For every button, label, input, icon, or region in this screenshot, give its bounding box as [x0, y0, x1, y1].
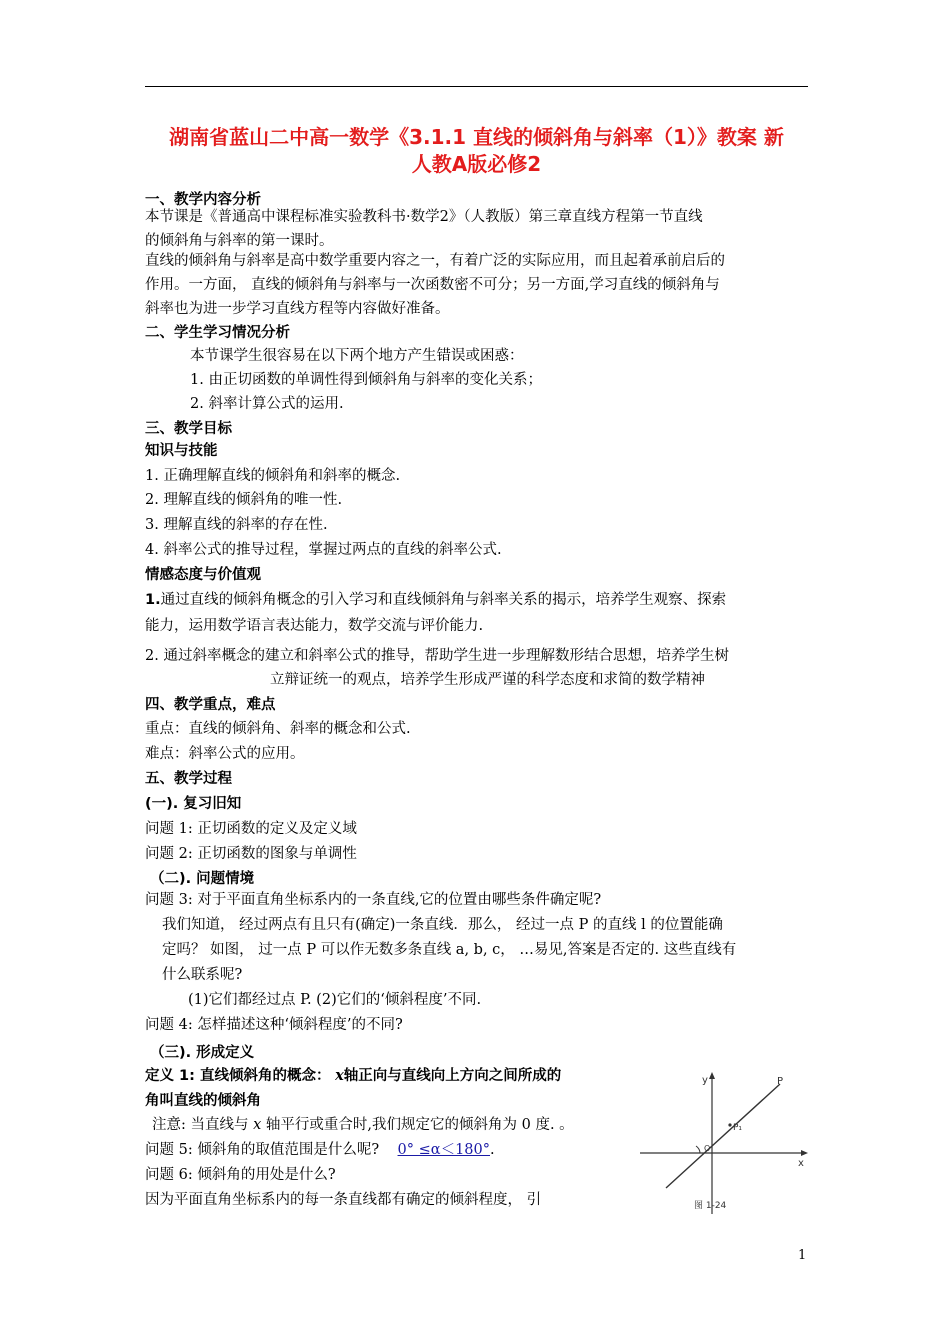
note-variable: x [253, 1117, 262, 1133]
sec5-q1: 问题 1: 正切函数的定义及定义域 [145, 821, 357, 837]
sec3-k4: 4. 斜率公式的推导过程，掌握过两点的直线的斜率公式. [145, 542, 502, 558]
sec2-item-1: 1. 由正切函数的单调性得到倾斜角与斜率的变化关系； [190, 372, 542, 388]
sec4-key: 重点：直线的倾斜角、斜率的概念和公式. [145, 721, 411, 737]
section-1-heading: 一、教学内容分析 [145, 192, 261, 208]
sec5-q2: 问题 2: 正切函数的图象与单调性 [145, 846, 357, 862]
q5-end: . [490, 1142, 495, 1158]
incline-angle-figure [638, 1064, 810, 1219]
note-pre: 注意: 当直线与 [152, 1117, 254, 1133]
sec3-e2-line1: 2. 通过斜率概念的建立和斜率公式的推导，帮助学生进一步理解数形结合思想，培养学生树 [145, 648, 729, 664]
origin-label: O [704, 1144, 711, 1153]
section-3-heading: 三、教学目标 [145, 421, 232, 437]
sec1-p1-line2: 的倾斜角与斜率的第一课时。 [145, 233, 334, 249]
sec5-q3: 问题 3: 对于平面直角坐标系内的一条直线,它的位置由哪些条件确定呢? [145, 892, 602, 908]
title-line-2: 人教A版必修2 [411, 152, 542, 176]
sec3-k2: 2. 理解直线的倾斜角的唯一性. [145, 492, 343, 508]
def1-rest: 轴正向与直线向上方向之间所成的 [343, 1068, 562, 1084]
sec5-last-line: 因为平面直角坐标系内的每一条直线都有确定的倾斜程度， 引 [145, 1192, 542, 1208]
title-line-1: 湖南省蓝山二中高一数学《3.1.1 直线的倾斜角与斜率（1）》教案 新 [169, 125, 784, 149]
figure-caption: 图 1-24 [694, 1201, 727, 1211]
sec5-q6: 问题 6: 倾斜角的用处是什么? [145, 1167, 336, 1183]
line-through-p [666, 1084, 780, 1188]
sec5-note [152, 1115, 574, 1135]
sec5-q4: 问题 4: 怎样描述这种‘倾斜程度’的不同? [145, 1017, 403, 1033]
sec2-intro: 本节课学生很容易在以下两个地方产生错误或困惑： [190, 348, 524, 364]
sec1-p2-line1: 直线的倾斜角与斜率是高中数学重要内容之一，有着广泛的实际应用，而且起着承前启后的 [145, 253, 725, 269]
sec2-item-2: 2. 斜率计算公式的运用. [190, 396, 344, 412]
sec3-subheading-knowledge: 知识与技能 [145, 443, 218, 459]
sec5-q3a-line2: 定吗？ 如图， 过一点 P 可以作无数多条直线 a, b, c， …易见,答案是否定的. 这些直线有 [162, 942, 737, 958]
q5-question: 问题 5: 倾斜角的取值范围是什么呢? [145, 1142, 380, 1158]
sec4-hard: 难点：斜率公式的应用。 [145, 746, 305, 762]
sec3-e2-line2: 立辩证统一的观点，培养学生形成严谨的科学态度和求简的数学精神 [270, 672, 705, 688]
def1-lead: 定义 1: 直线倾斜角的概念： [145, 1068, 331, 1084]
sec3-k3: 3. 理解直线的斜率的存在性. [145, 517, 328, 533]
sec5-def1-line1 [145, 1066, 561, 1086]
sec5-q3a-line3: 什么联系呢? [162, 967, 243, 983]
sec3-e1-number: 1. [145, 592, 161, 608]
y-axis-arrow-icon [709, 1072, 715, 1079]
sec3-e1-text: 通过直线的倾斜角概念的引入学习和直线倾斜角与斜率关系的揭示，培养学生观察、探索 [160, 592, 727, 608]
incline-angle-arc [696, 1146, 700, 1153]
page-number: 1 [798, 1248, 807, 1263]
x-axis-arrow-icon [801, 1150, 808, 1156]
point-p1-label: P₁ [733, 1123, 743, 1133]
section-5-heading: 五、教学过程 [145, 771, 232, 787]
sec5-q5 [145, 1140, 495, 1160]
section-2-heading: 二、学生学习情况分析 [145, 325, 290, 341]
sec1-p1-line1: 本节课是《普通高中课程标准实验教科书·数学2》（人教版）第三章直线方程第一节直线 [145, 209, 703, 225]
sec5-part-1: (一). 复习旧知 [145, 796, 242, 812]
point-p-label: P [777, 1076, 784, 1087]
header-rule [145, 86, 808, 87]
sec5-q3a-line1: 我们知道， 经过两点有且只有(确定)一条直线．那么， 经过一点 P 的直线 l 的位置能确 [162, 917, 723, 933]
def1-variable: x [335, 1067, 344, 1084]
sec5-part-2: （二). 问题情境 [150, 871, 255, 887]
x-axis-label: x [798, 1158, 804, 1169]
sec1-p2-line3: 斜率也为进一步学习直线方程等内容做好准备。 [145, 301, 450, 317]
sec3-subheading-emotion: 情感态度与价值观 [145, 567, 261, 583]
sec5-part-3: （三). 形成定义 [150, 1045, 255, 1061]
q5-answer: 0° ≤α＜180° [397, 1142, 490, 1158]
sec3-e1-line1 [145, 590, 726, 610]
point-p1 [728, 1123, 731, 1126]
document-title [145, 124, 808, 178]
sec3-e1-line2: 能力，运用数学语言表达能力，数学交流与评价能力. [145, 618, 484, 634]
sec5-def1-line2: 角叫直线的倾斜角 [145, 1093, 261, 1109]
section-4-heading: 四、教学重点，难点 [145, 697, 276, 713]
y-axis-label: y [702, 1075, 708, 1086]
sec5-q3b: (1)它们都经过点 P. (2)它们的‘倾斜程度’不同. [188, 992, 482, 1008]
sec1-p2-line2: 作用。一方面， 直线的倾斜角与斜率与一次函数密不可分；另一方面,学习直线的倾斜角与 [145, 277, 720, 293]
sec3-k1: 1. 正确理解直线的倾斜角和斜率的概念. [145, 468, 401, 484]
note-post: 轴平行或重合时,我们规定它的倾斜角为 0 度. 。 [261, 1117, 574, 1133]
